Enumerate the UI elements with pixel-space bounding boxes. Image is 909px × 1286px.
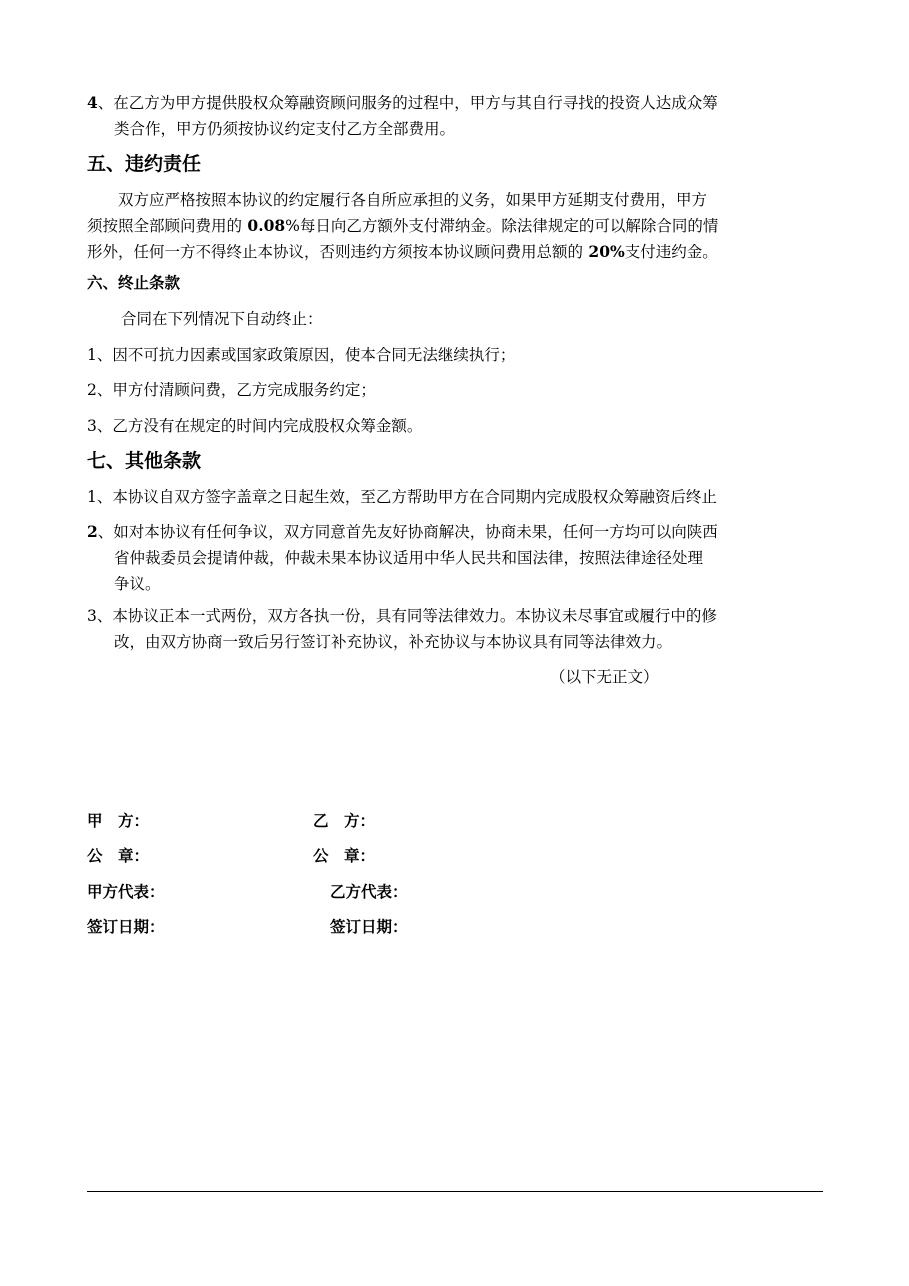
other-clause-2-text-1: 、如对本协议有任何争议，双方同意首先友好协商解决，协商未果，任何一方均可以向陕西: [97, 523, 718, 541]
termination-item-2: 2、甲方付清顾问费，乙方完成服务约定；: [87, 381, 376, 399]
section-5-line-2-a: 须按照全部顾问费用的: [87, 217, 243, 235]
section-6-intro: 合同在下列情况下自动终止：: [121, 310, 323, 328]
signing-date-a-label: 签订日期：: [87, 917, 165, 936]
other-clause-1: 1、本协议自双方签字盖章之日起生效，至乙方帮助甲方在合同期内完成股权众筹融资后终止: [87, 488, 717, 506]
other-clause-3-line-1: 3、本协议正本一式两份，双方各执一份，具有同等法律效力。本协议未尽事宜或履行中的修: [87, 607, 717, 625]
seal-b-label: 公 章：: [313, 846, 376, 865]
termination-item-1: 1、因不可抗力因素或国家政策原因，使本合同无法继续执行；: [87, 346, 516, 364]
section-5-paragraph: [87, 187, 827, 265]
other-clause-3-line-2: 改，由双方协商一致后另行签订补充协议，补充协议与本协议具有同等法律效力。: [114, 633, 673, 651]
representative-a-label: 甲方代表：: [87, 882, 165, 901]
clause-4-line-1: [87, 90, 827, 116]
section-5-heading: 五、违约责任: [87, 153, 202, 175]
seal-a-label: 公 章：: [87, 846, 150, 865]
party-b-label: 乙 方：: [313, 811, 376, 830]
penalty-rate: 20%: [583, 242, 625, 261]
section-5-line-1: 双方应严格按照本协议的约定履行各自所应承担的义务，如果甲方延期支付费用，甲方: [118, 191, 708, 209]
section-5-line-3: [87, 239, 827, 265]
other-clause-2-line-2: 省仲裁委员会提请仲裁，仲裁未果本协议适用中华人民共和国法律，按照法律途径处理: [114, 549, 704, 567]
clause-4: [87, 90, 827, 142]
section-7-heading: 七、其他条款: [87, 450, 202, 472]
other-clause-2-number: 2: [87, 522, 98, 541]
clause-4-number: 4: [87, 93, 98, 112]
late-fee-rate: 0.08: [242, 216, 286, 235]
section-5-line-2-b: %每日向乙方额外支付滞纳金。除法律规定的可以解除合同的情: [285, 217, 719, 235]
other-clause-3: [87, 603, 827, 655]
termination-item-3: 3、乙方没有在规定的时间内完成股权众筹金额。: [87, 417, 423, 435]
party-a-label: 甲 方：: [87, 811, 150, 830]
clause-4-text-1: 、在乙方为甲方提供股权众筹融资顾问服务的过程中，甲方与其自行寻找的投资人达成众筹: [97, 94, 718, 112]
other-clause-2: [87, 519, 827, 597]
other-clause-2-line-3: 争议。: [114, 575, 161, 593]
section-5-line-3-a: 形外，任何一方不得终止本协议，否则违约方须按本协议顾问费用总额的: [87, 243, 584, 261]
section-5-line-2: [87, 213, 827, 239]
section-5-line-3-b: 支付违约金。: [624, 243, 718, 261]
representative-b-label: 乙方代表：: [330, 882, 408, 901]
end-of-text-note: （以下无正文）: [550, 668, 659, 686]
signing-date-b-label: 签订日期：: [330, 917, 408, 936]
clause-4-line-2: 类合作，甲方仍须按协议约定支付乙方全部费用。: [114, 120, 456, 138]
other-clause-2-line-1: [87, 519, 827, 545]
footer-divider: [87, 1191, 823, 1192]
section-6-heading: 六、终止条款: [87, 273, 181, 292]
